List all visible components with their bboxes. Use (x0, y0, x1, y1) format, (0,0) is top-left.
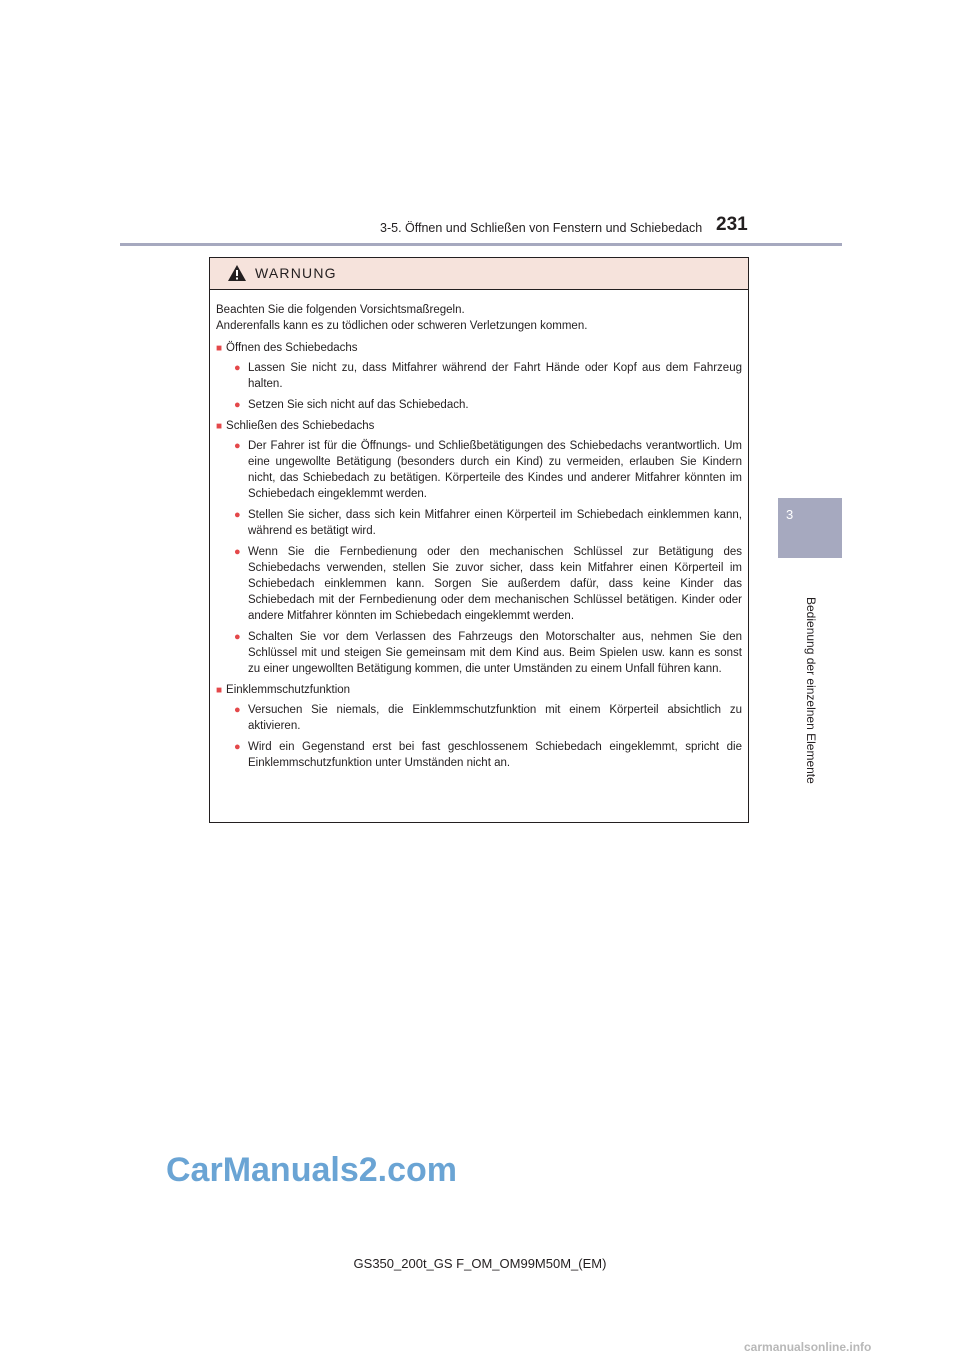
bullet-dot-icon: ● (234, 399, 241, 411)
bullet-dot-icon: ● (234, 631, 241, 643)
list-item: ● Schalten Sie vor dem Verlassen des Fahrzeugs den Motorschalter aus, nehmen Sie den Schlüssel mit und steigen Sie gemeinsam mit dem Kind aus. Beim Spielen usw. kann es sonst zu einer ungewollten Betätigung kommen, die unter Umständen zu einem Unfall führen kann. (234, 631, 742, 675)
warning-body (210, 290, 748, 771)
square-bullet-icon: ■ (216, 685, 223, 696)
list-item: ● Versuchen Sie niemals, die Einklemmschutzfunktion mit einem Körperteil absichtlich zu aktivieren. (234, 704, 742, 732)
chapter-label: Bedienung der einzelnen Elemente (804, 597, 818, 784)
intro-line: Beachten Sie die folgenden Vorsichtsmaßregeln. (216, 304, 465, 316)
section-title: 3-5. Öffnen und Schließen von Fenstern und Schiebedach (380, 221, 703, 235)
warning-box (209, 257, 749, 823)
section-heading-oeffnen: ■ Öffnen des Schiebedachs (216, 342, 358, 354)
list-item: ● Stellen Sie sicher, dass sich kein Mitfahrer einen Körperteil im Schiebedach einklemmen kann, während es betätigt wird. (234, 509, 742, 537)
square-bullet-icon: ■ (216, 343, 223, 354)
header-rule (120, 243, 842, 246)
intro-line: Anderenfalls kann es zu tödlichen oder schweren Verletzungen kommen. (216, 320, 588, 332)
list-item: ● Wird ein Gegenstand erst bei fast geschlossenem Schiebedach eingeklemmt, spricht die Einklemmschutzfunktion unter Umständen nicht an. (234, 741, 742, 769)
bullet-dot-icon: ● (234, 440, 241, 452)
warning-title: WARNUNG (255, 265, 337, 281)
square-bullet-icon: ■ (216, 421, 223, 432)
list-item: ● Setzen Sie sich nicht auf das Schiebedach. (234, 399, 469, 411)
bullet-dot-icon: ● (234, 741, 241, 753)
list-item: ● Der Fahrer ist für die Öffnungs- und Schließbetätigungen des Schiebedachs verantwortlich. Um eine ungewollte Betätigung (besonders durch ein Kind) zu vermeiden, erlauben Sie Kindern nicht, das Schiebedach zu betätigen. Körperteile des Kindes und anderer Mitfahrer könnten im Schiebedach eingeklemmt werden. (234, 440, 742, 500)
bullet-dot-icon: ● (234, 509, 241, 521)
warning-header (210, 258, 748, 290)
carmanuals-watermark-logo: CarManuals2.com (166, 1151, 457, 1189)
chapter-tab (778, 498, 842, 558)
warning-triangle-icon (227, 264, 247, 282)
document-code: GS350_200t_GS F_OM_OM99M50M_(EM) (353, 1256, 607, 1271)
chapter-number: 3 (786, 507, 794, 522)
section-heading-schliessen: ■ Schließen des Schiebedachs (216, 420, 375, 432)
bullet-dot-icon: ● (234, 546, 241, 558)
warning-intro (216, 302, 742, 334)
bullet-dot-icon: ● (234, 704, 241, 716)
list-item: ● Wenn Sie die Fernbedienung oder den mechanischen Schlüssel zur Betätigung des Schiebedachs verwenden, stellen Sie zuvor sicher, dass kein Mitfahrer einen Körperteil im Schiebedach einklemmen kann. Sorgen Sie außerdem dafür, dass keine Kinder das Schiebedach mit der Fernbedienung oder dem mechanischen Schlüssel betätigen. Kinder oder andere Mitfahrer könnten im Schiebedach eingeklemmt werden. (234, 546, 742, 622)
page-number: 231 (716, 214, 748, 235)
list-item: ● Lassen Sie nicht zu, dass Mitfahrer während der Fahrt Hände oder Kopf aus dem Fahrzeug halten. (234, 362, 742, 390)
section-heading-einklemmschutz: ■ Einklemmschutzfunktion (216, 684, 351, 696)
site-watermark: carmanualsonline.info (744, 1340, 872, 1354)
bullet-dot-icon: ● (234, 362, 241, 374)
